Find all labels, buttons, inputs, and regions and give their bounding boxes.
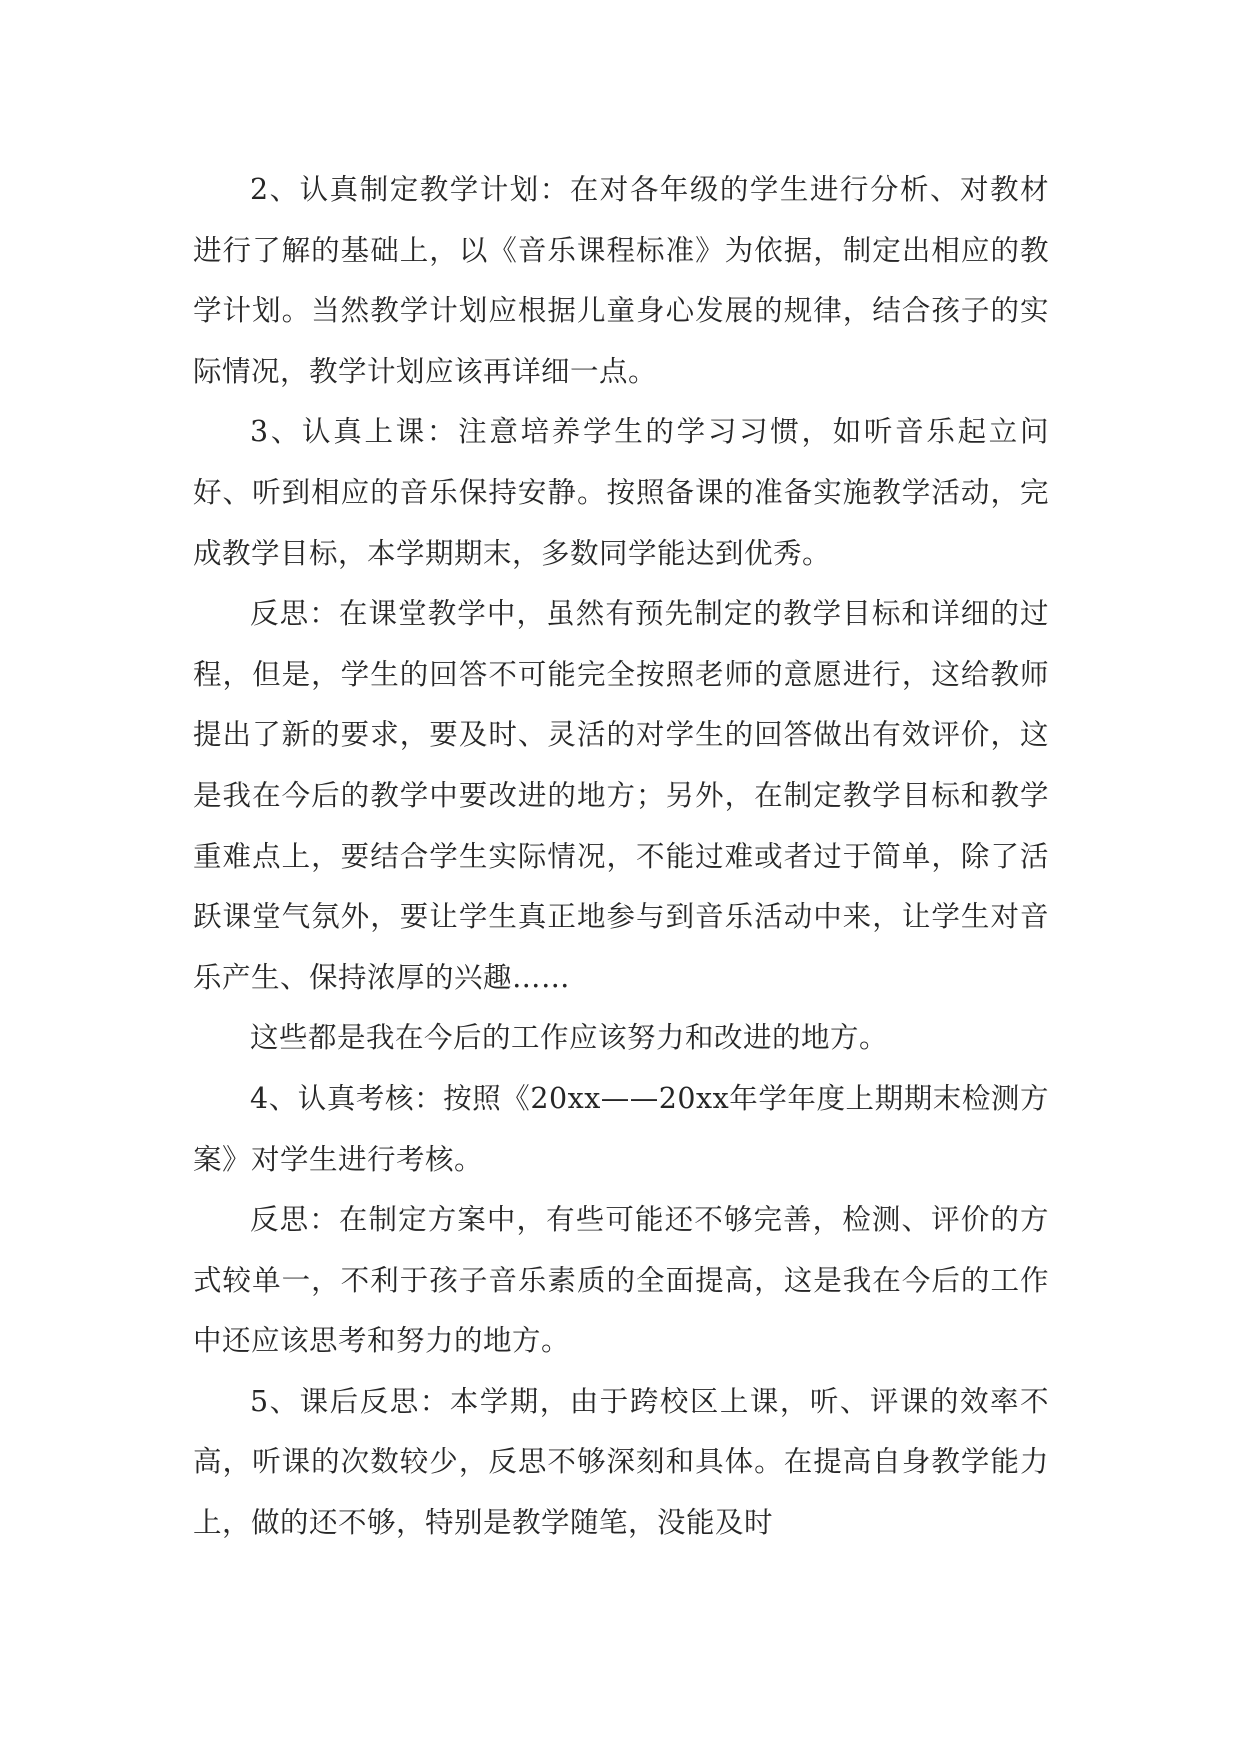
paragraph-teaching-plan: 2、认真制定教学计划：在对各年级的学生进行分析、对教材进行了解的基础上，以《音乐课程标准》为依据，制定出相应的教学计划。当然教学计划应根据儿童身心发展的规律，结合孩子的实际情况，教学计划应该再详细一点。 [193,173,1049,388]
paragraph-improvement-note: 这些都是我在今后的工作应该努力和改进的地方。 [250,1021,889,1055]
paragraph-class-teaching: 3、认真上课：注意培养学生的学习习惯，如听音乐起立问好、听到相应的音乐保持安静。按照备课的准备实施教学活动，完成教学目标，本学期期末，多数同学能达到优秀。 [193,415,1049,570]
paragraph-reflection-classroom: 反思：在课堂教学中，虽然有预先制定的教学目标和详细的过程，但是，学生的回答不可能完全按照老师的意愿进行，这给教师提出了新的要求，要及时、灵活的对学生的回答做出有效评价，这是我在今后的教学中要改进的地方；另外，在制定教学目标和教学重难点上，要结合学生实际情况，不能过难或者过于简单，除了活跃课堂气氛外，要让学生真正地参与到音乐活动中来，让学生对音乐产生、保持浓厚的兴趣…… [193,597,1049,994]
paragraph-reflection-assessment: 反思：在制定方案中，有些可能还不够完善，检测、评价的方式较单一，不利于孩子音乐素质的全面提高，这是我在今后的工作中还应该思考和努力的地方。 [193,1203,1049,1358]
paragraph-after-class-reflection: 5、课后反思：本学期，由于跨校区上课，听、评课的效率不高，听课的次数较少，反思不够深刻和具体。在提高自身教学能力上，做的还不够，特别是教学随笔，没能及时 [193,1384,1049,1540]
document-body [193,160,1049,1554]
paragraph-assessment: 4、认真考核：按照《20xx——20xx年学年度上期期末检测方案》对学生进行考核。 [193,1081,1049,1176]
